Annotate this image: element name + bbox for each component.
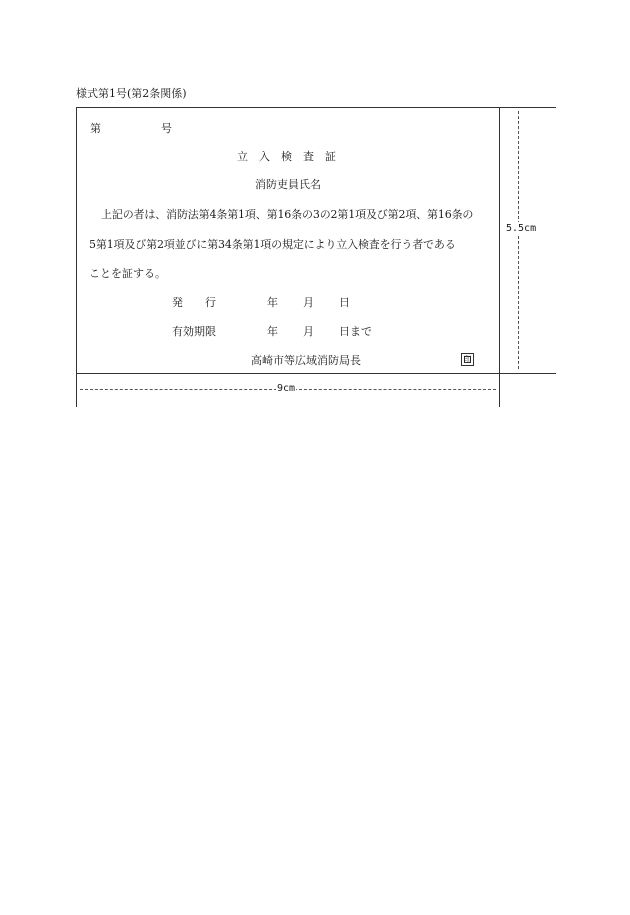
issue-label: 発 行: [172, 296, 216, 309]
certificate-heading: 立 入 検 査 証: [237, 150, 336, 163]
card-left-border: [76, 107, 77, 407]
form-title: 様式第1号(第2条関係): [76, 87, 187, 100]
issue-month: 月: [303, 296, 314, 309]
issuer-name: 高崎市等広域消防局長: [251, 354, 361, 367]
body-text-line-2: 5第1項及び第2項並びに第34条第1項の規定により立入検査を行う者である: [89, 238, 456, 251]
width-dimension-label: 9cm: [277, 383, 296, 394]
card-right-border: [499, 107, 500, 407]
body-text-line-1: 上記の者は、消防法第4条第1項、第16条の3の2第1項及び第2項、第16条の: [101, 208, 474, 221]
number-label-last: 号: [161, 122, 172, 135]
seal-stamp-icon: 印: [461, 353, 474, 366]
validity-label: 有効期限: [172, 325, 216, 338]
number-label-first: 第: [90, 122, 101, 135]
body-text-line-3: ことを証する。: [89, 267, 166, 280]
validity-month: 月: [303, 325, 314, 338]
height-dimension-line: [518, 111, 519, 369]
issue-day: 日: [339, 296, 350, 309]
height-dimension-label: 5.5cm: [506, 223, 537, 234]
validity-day-until: 日まで: [339, 325, 372, 338]
card-bottom-border: [76, 373, 556, 374]
card-top-border: [76, 107, 556, 108]
validity-year: 年: [267, 325, 278, 338]
official-name-label: 消防吏員氏名: [255, 178, 321, 191]
issue-year: 年: [267, 296, 278, 309]
